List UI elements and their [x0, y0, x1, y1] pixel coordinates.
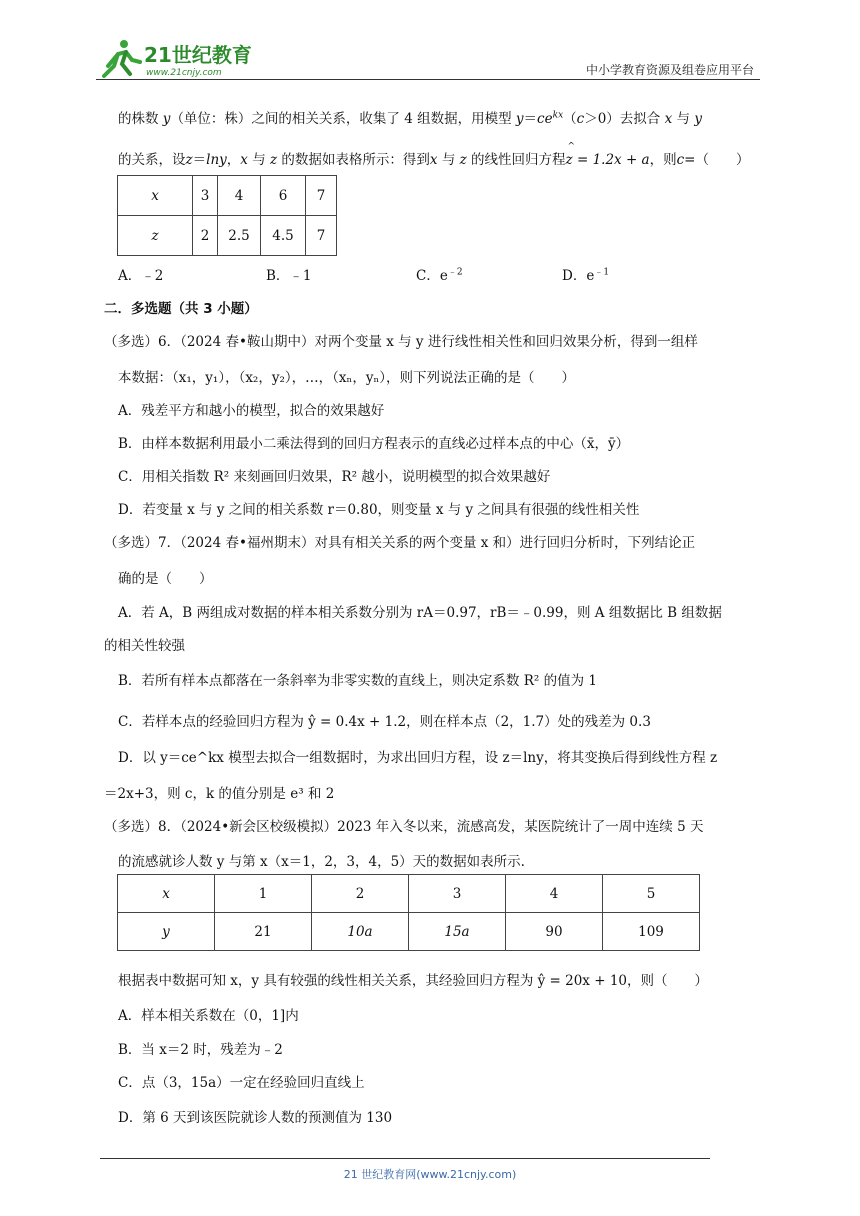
header-divider [96, 79, 760, 80]
q8-stem-line1: （多选）8．（2024•新会区校级模拟）2023 年入冬以来，流感高发，某医院统计了一周中连续 5 天 [104, 819, 704, 835]
q8-option-d: D．第 6 天到该医院就诊人数的预测值为 130 [118, 1110, 393, 1126]
table-row: z 2 2.5 4.5 7 [118, 216, 337, 256]
q5-line1: 的株数 y（单位：株）之间的相关关系，收集了 4 组数据，用模型 $y=ce^{kx}(c>0)$去拟合 x 与 y [118, 110, 702, 127]
table-row: y 21 10a 15a 90 109 [118, 913, 700, 951]
q5-option-d: D．$e^{﹣1}$ [562, 267, 610, 284]
q5-table [117, 175, 337, 256]
q7-stem-line2: 确的是（ ） [118, 571, 213, 587]
q6-option-a: A．残差平方和越小的模型，拟合的效果越好 [118, 403, 385, 419]
table-row: x 3 4 6 7 [118, 176, 337, 216]
q6-stem-line1: （多选）6．（2024 春•鞍山期中）对两个变量 x 与 y 进行线性相关性和回归效果分析，得到一组样 [104, 334, 698, 350]
q7-option-c: C．若样本点的经验回归方程为 ŷ = 0.4x + 1.2，则在样本点（2，1.7）处的残差为 0.3 [118, 714, 651, 730]
q8-stem-line2: 的流感就诊人数 y 与第 x（x＝1，2，3，4，5）天的数据如表所示. [118, 854, 525, 870]
q6-option-d: D．若变量 x 与 y 之间的相关系数 r＝0.80，则变量 x 与 y 之间具有很强的线性相关性 [118, 502, 640, 518]
footer-text[interactable]: 21 世纪教育网(www.21cnjy.com) [343, 1168, 517, 1181]
q8-option-a: A．样本相关系数在（0，1]内 [118, 1008, 299, 1024]
q8-option-b: B．当 x＝2 时，残差为﹣2 [118, 1042, 283, 1058]
q7-option-d-line2: ＝2x+3，则 c，k 的值分别是 e³ 和 2 [104, 786, 335, 802]
q5-option-c: C．$e^{﹣2}$ [416, 267, 463, 284]
footer-divider [100, 1158, 710, 1159]
q7-option-a-line1: A．若 A，B 两组成对数据的样本相关系数分别为 rA＝0.97，rB＝﹣0.99，则 A 组数据比 B 组数据 [118, 605, 722, 621]
site-logo [94, 36, 264, 80]
q5-line2: 的关系，设z＝lny，x 与 z 的数据如表格所示：得到x 与 z 的线性回归方程^ z = 1.2x + a，则c=（ ） [118, 148, 749, 168]
q7-option-d-line1: D．以 y＝ce^kx 模型去拟合一组数据时，为求出回归方程，设 z＝lny，将其变换后得到线性方程 z [118, 750, 718, 766]
logo-sub-text: www.21cnjy.com [146, 68, 222, 78]
q7-option-a-line2: 的相关性较强 [104, 638, 185, 654]
q8-stem-line3: 根据表中数据可知 x，y 具有较强的线性相关关系，其经验回归方程为 ŷ = 20x + 10，则（ ） [118, 973, 708, 989]
logo-main-text: 21世纪教育 [144, 43, 252, 67]
q6-option-c: C．用相关指数 R² 来刻画回归效果，R² 越小，说明模型的拟合效果越好 [118, 469, 551, 485]
q7-stem-line1: （多选）7．（2024 春•福州期末）对具有相关关系的两个变量 x 和）进行回归分析时，下列结论正 [104, 535, 696, 551]
section-title: 二．多选题（共 3 小题） [104, 301, 258, 317]
q5-option-b: B．﹣1 [266, 268, 312, 284]
q8-table [117, 874, 700, 951]
platform-name: 中小学教育资源及组卷应用平台 [585, 63, 754, 77]
runner-icon [104, 40, 140, 76]
q6-option-b: B．由样本数据利用最小二乘法得到的回归方程表示的直线必过样本点的中心（x̄，ȳ） [118, 436, 630, 452]
q5-option-a: A．﹣2 [118, 268, 164, 284]
q7-option-b: B．若所有样本点都落在一条斜率为非零实数的直线上，则决定系数 R² 的值为 1 [118, 673, 597, 689]
q6-stem-line2: 本数据：（x₁，y₁），（x₂，y₂），…，（xₙ，yₙ），则下列说法正确的是（ ） [118, 370, 576, 386]
table-row: x 1 2 3 4 5 [118, 875, 700, 913]
q8-option-c: C．点（3，15a）一定在经验回归直线上 [118, 1075, 365, 1091]
